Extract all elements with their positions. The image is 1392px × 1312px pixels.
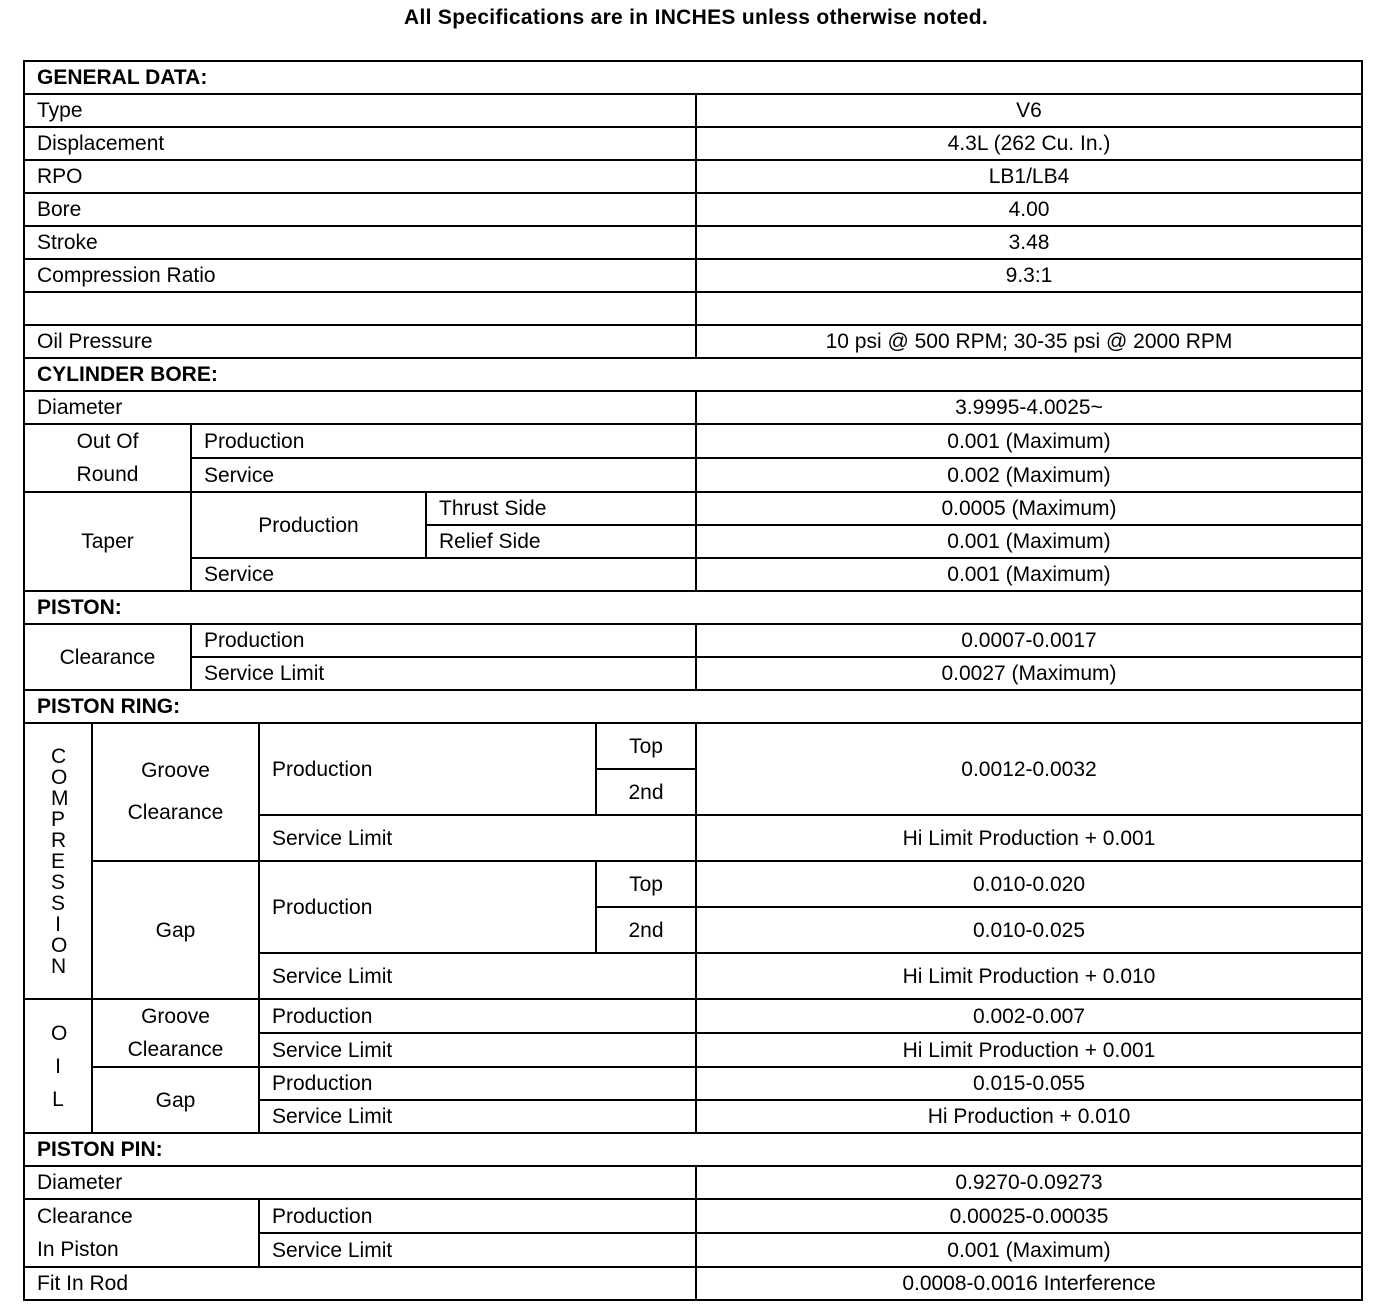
row-label: Production <box>191 424 696 458</box>
section-piston: PISTON: <box>24 591 1362 624</box>
row-label: Diameter <box>24 391 696 424</box>
section-cylinder-bore: CYLINDER BORE: <box>24 358 1362 391</box>
ring-top-label: Top <box>596 723 696 769</box>
row-label: Bore <box>24 193 696 226</box>
row-label: Production <box>259 723 596 815</box>
row-value: 0.0008-0.0016 Interference <box>696 1267 1362 1300</box>
row-value: 0.010-0.025 <box>696 907 1362 953</box>
row-label: Oil Pressure <box>24 325 696 358</box>
table-row <box>24 558 1362 591</box>
table-row <box>24 424 1362 458</box>
row-label: Stroke <box>24 226 696 259</box>
row-label: Service <box>191 558 696 591</box>
row-value: Hi Limit Production + 0.001 <box>696 1033 1362 1067</box>
row-label: Service Limit <box>191 657 696 690</box>
clearance-in-piston-label: Clearance In Piston <box>24 1199 259 1267</box>
groove-clearance-label: Groove Clearance <box>92 999 259 1067</box>
row-label: Production <box>259 861 596 953</box>
table-row <box>24 999 1362 1033</box>
row-label: Service Limit <box>259 1033 696 1067</box>
ring-2nd-label: 2nd <box>596 907 696 953</box>
row-value: 0.0027 (Maximum) <box>696 657 1362 690</box>
gap-label: Gap <box>92 1067 259 1133</box>
out-of-round-label: Out Of Round <box>24 424 191 492</box>
row-label: Type <box>24 94 696 127</box>
row-value: 9.3:1 <box>696 259 1362 292</box>
row-value: 10 psi @ 500 RPM; 30-35 psi @ 2000 RPM <box>696 325 1362 358</box>
row-value: V6 <box>696 94 1362 127</box>
table-row <box>24 127 1362 160</box>
row-value: 0.001 (Maximum) <box>696 558 1362 591</box>
ring-top-label: Top <box>596 861 696 907</box>
table-row <box>24 1199 1362 1233</box>
row-label: Relief Side <box>426 525 696 558</box>
row-value: 0.0012-0.0032 <box>696 723 1362 815</box>
table-row <box>24 458 1362 492</box>
row-label: Production <box>191 624 696 657</box>
row-label: Production <box>259 1067 696 1100</box>
groove-clearance-label: Groove Clearance <box>92 723 259 861</box>
row-label: RPO <box>24 160 696 193</box>
table-row <box>24 94 1362 127</box>
row-label: Diameter <box>24 1166 696 1199</box>
section-piston-ring: PISTON RING: <box>24 690 1362 723</box>
row-value: 3.48 <box>696 226 1362 259</box>
section-piston-pin: PISTON PIN: <box>24 1133 1362 1166</box>
row-label: Thrust Side <box>426 492 696 525</box>
page-title: All Specifications are in INCHES unless otherwise noted. <box>404 6 988 29</box>
row-value: 3.9995-4.0025~ <box>696 391 1362 424</box>
table-row <box>24 624 1362 657</box>
ring-2nd-label: 2nd <box>596 769 696 815</box>
row-value: LB1/LB4 <box>696 160 1362 193</box>
section-general-data: GENERAL DATA: <box>24 61 1362 94</box>
table-row <box>24 861 1362 907</box>
row-value: 0.001 (Maximum) <box>696 424 1362 458</box>
row-value: 0.001 (Maximum) <box>696 1233 1362 1267</box>
row-label: Service Limit <box>259 815 696 861</box>
row-label: Production <box>259 999 696 1033</box>
row-value: 0.00025-0.00035 <box>696 1199 1362 1233</box>
row-label <box>24 292 696 325</box>
table-row <box>24 1267 1362 1300</box>
row-label: Displacement <box>24 127 696 160</box>
table-row <box>24 259 1362 292</box>
row-value: 4.00 <box>696 193 1362 226</box>
row-value: 0.9270-0.09273 <box>696 1166 1362 1199</box>
table-row <box>24 1067 1362 1100</box>
taper-production-label: Production <box>191 492 426 558</box>
row-label: Service Limit <box>259 1233 696 1267</box>
row-value: Hi Limit Production + 0.001 <box>696 815 1362 861</box>
oil-vertical-label: OIL <box>24 999 92 1133</box>
table-row <box>24 292 1362 325</box>
row-value: Hi Production + 0.010 <box>696 1100 1362 1133</box>
row-value: 0.0007-0.0017 <box>696 624 1362 657</box>
row-label: Service Limit <box>259 1100 696 1133</box>
compression-vertical-label: COMPRESSION <box>24 723 92 999</box>
row-label: Compression Ratio <box>24 259 696 292</box>
row-value: 0.010-0.020 <box>696 861 1362 907</box>
table-row <box>24 391 1362 424</box>
row-value: 4.3L (262 Cu. In.) <box>696 127 1362 160</box>
gap-label: Gap <box>92 861 259 999</box>
row-value: 0.002 (Maximum) <box>696 458 1362 492</box>
row-value: 0.002-0.007 <box>696 999 1362 1033</box>
row-label: Service <box>191 458 696 492</box>
clearance-label: Clearance <box>24 624 191 690</box>
row-value: 0.015-0.055 <box>696 1067 1362 1100</box>
row-label: Production <box>259 1199 696 1233</box>
table-row <box>24 226 1362 259</box>
table-row <box>24 492 1362 525</box>
row-value: 0.0005 (Maximum) <box>696 492 1362 525</box>
row-value: Hi Limit Production + 0.010 <box>696 953 1362 999</box>
table-row <box>24 723 1362 769</box>
table-row <box>24 1166 1362 1199</box>
taper-label: Taper <box>24 492 191 591</box>
row-value: 0.001 (Maximum) <box>696 525 1362 558</box>
row-label: Fit In Rod <box>24 1267 696 1300</box>
row-label: Service Limit <box>259 953 696 999</box>
row-value <box>696 292 1362 325</box>
table-row <box>24 657 1362 690</box>
specifications-table <box>23 60 1363 1301</box>
table-row <box>24 160 1362 193</box>
table-row <box>24 325 1362 358</box>
table-row <box>24 193 1362 226</box>
